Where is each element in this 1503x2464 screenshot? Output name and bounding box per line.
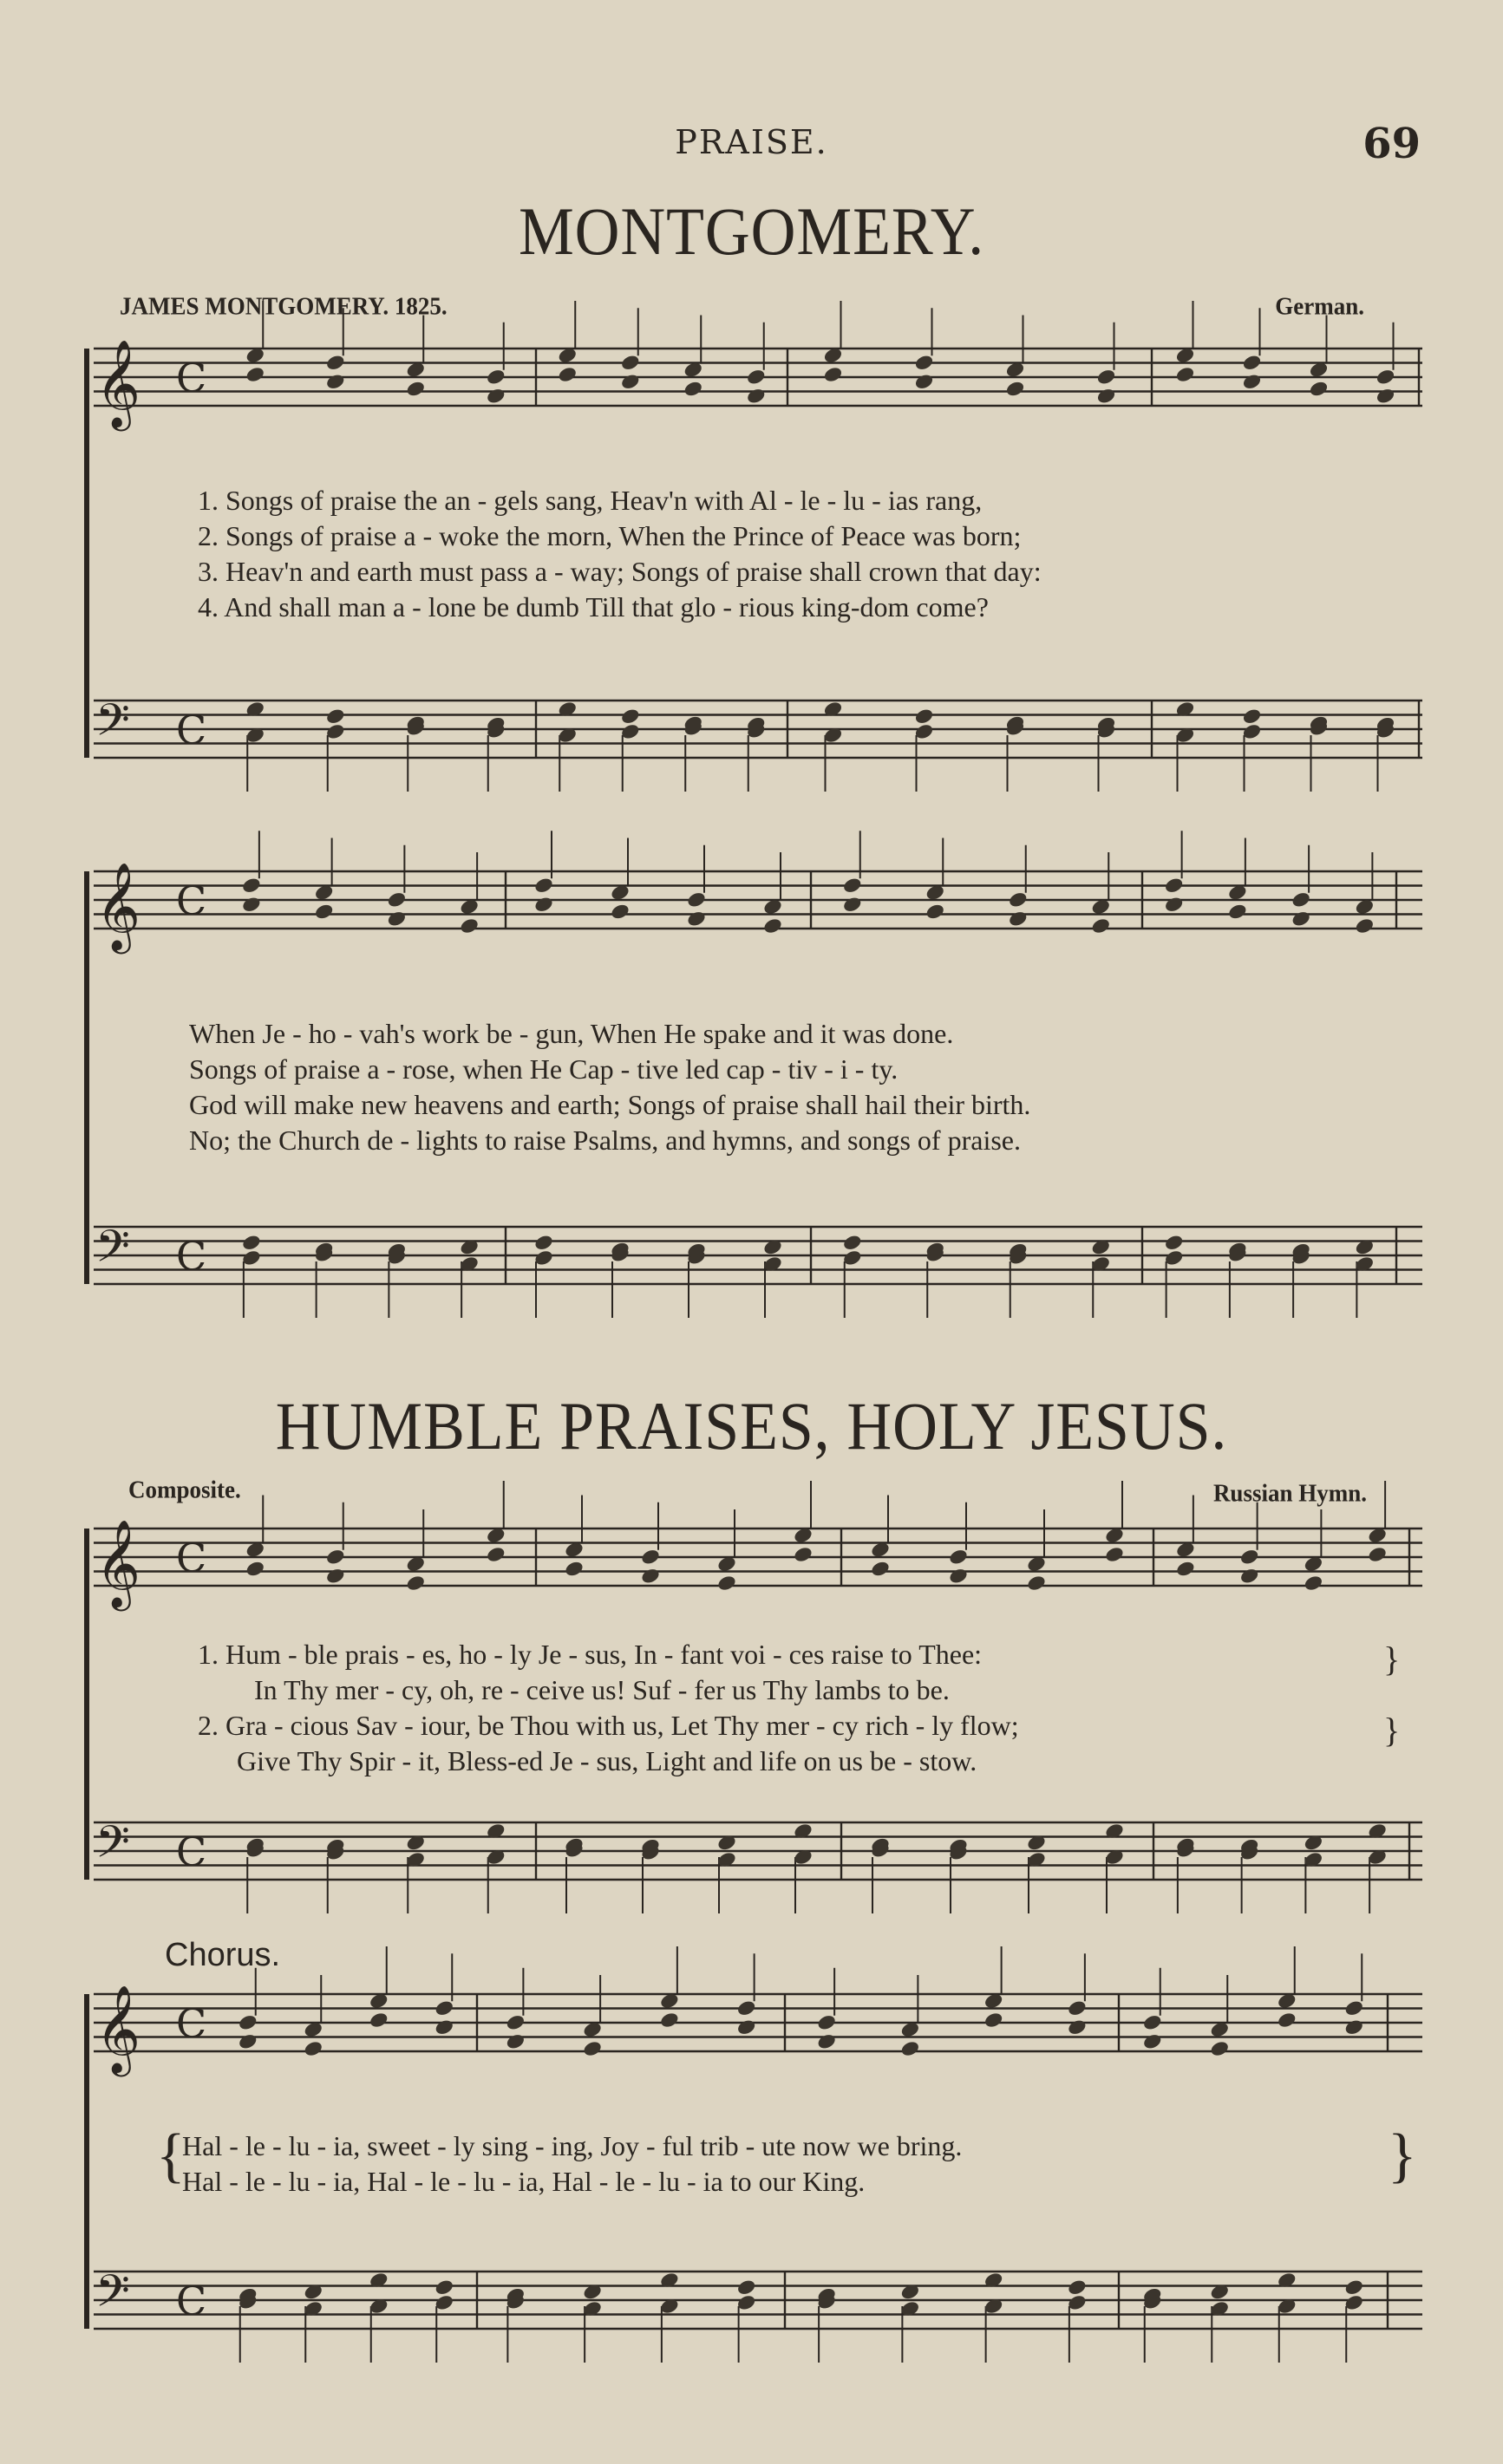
hymn1-system1-verses (198, 483, 1042, 625)
svg-text:C: C (176, 1828, 207, 1875)
svg-text:C: C (176, 355, 207, 401)
hymn-author: JAMES MONTGOMERY. 1825. (120, 292, 448, 320)
svg-text:𝄞: 𝄞 (95, 1518, 141, 1607)
svg-text:C: C (176, 2000, 207, 2047)
verse-line: When Je - ho - vah's work be - gun, When He spake and it was done. (189, 1018, 954, 1049)
svg-text:C: C (176, 2278, 207, 2324)
verse-line: 1. Hum - ble prais - es, ho - ly Je - sus, In - fant voi - ces raise to Thee: (198, 1639, 983, 1670)
verse-line: God will make new heavens and earth; Songs of praise shall hail their birth. (189, 1089, 1031, 1120)
running-head: PRAISE. (675, 123, 828, 161)
brace-icon: } (1383, 1711, 1401, 1750)
verse-line: 2. Gra - cious Sav - iour, be Thou with us, Let Thy mer - cy rich - ly flow; (198, 1710, 1019, 1741)
verse-line: No; the Church de - lights to raise Psalms, and hymns, and songs of praise. (189, 1124, 1021, 1156)
svg-text:𝄢: 𝄢 (95, 1220, 130, 1283)
hymn2-verses (198, 1637, 1019, 1779)
verse-line: In Thy mer - cy, oh, re - ceive us! Suf - fer us Thy lambs to be. (254, 1674, 950, 1705)
svg-text:C: C (176, 877, 207, 924)
hymn2-composer: Composite. (128, 1476, 241, 1503)
svg-text:𝄞: 𝄞 (95, 1984, 141, 2073)
page-number: 69 (1363, 120, 1421, 168)
svg-text:C: C (176, 707, 207, 753)
svg-text:𝄢: 𝄢 (95, 1815, 130, 1879)
brace-icon: } (1383, 1639, 1401, 1679)
svg-text:𝄞: 𝄞 (95, 338, 141, 427)
hymn1-system2-verses (189, 1016, 1030, 1158)
verse-line: Hal - le - lu - ia, sweet - ly sing - ing, Joy - ful trib - ute now we bring. (182, 2130, 963, 2161)
verse-line: 1. Songs of praise the an - gels sang, Heav'n with Al - le - lu - ias rang, (198, 485, 983, 516)
chorus-label: Chorus. (165, 1937, 281, 1973)
svg-text:C: C (176, 1535, 207, 1581)
svg-text:𝄢: 𝄢 (95, 2265, 130, 2328)
svg-text:𝄢: 𝄢 (95, 694, 130, 757)
verse-line: Give Thy Spir - it, Bless-ed Je - sus, Light and life on us be - stow. (237, 1745, 977, 1776)
tune-source: German. (1275, 292, 1364, 320)
svg-text:C: C (176, 1233, 207, 1280)
verse-line: 4. And shall man a - lone be dumb Till that glo - rious king-dom come? (198, 591, 989, 623)
verse-line: Hal - le - lu - ia, Hal - le - lu - ia, Hal - le - lu - ia to our King. (182, 2166, 866, 2197)
hymn-title-montgomery: MONTGOMERY. (518, 193, 985, 269)
verse-line: Songs of praise a - rose, when He Cap - tive led cap - tiv - i - ty. (189, 1053, 899, 1085)
chorus-verses (182, 2128, 962, 2200)
brace-icon: { (156, 2122, 186, 2189)
hymn2-tune-source: Russian Hymn. (1212, 1479, 1367, 1507)
verse-line: 2. Songs of praise a - woke the morn, When the Prince of Peace was born; (198, 520, 1022, 551)
hymn-title-humble-praises: HUMBLE PRAISES, HOLY JESUS. (275, 1388, 1228, 1463)
verse-line: 3. Heav'n and earth must pass a - way; Songs of praise shall crown that day: (198, 556, 1042, 587)
brace-icon: } (1388, 2122, 1417, 2189)
svg-text:𝄞: 𝄞 (95, 861, 141, 950)
